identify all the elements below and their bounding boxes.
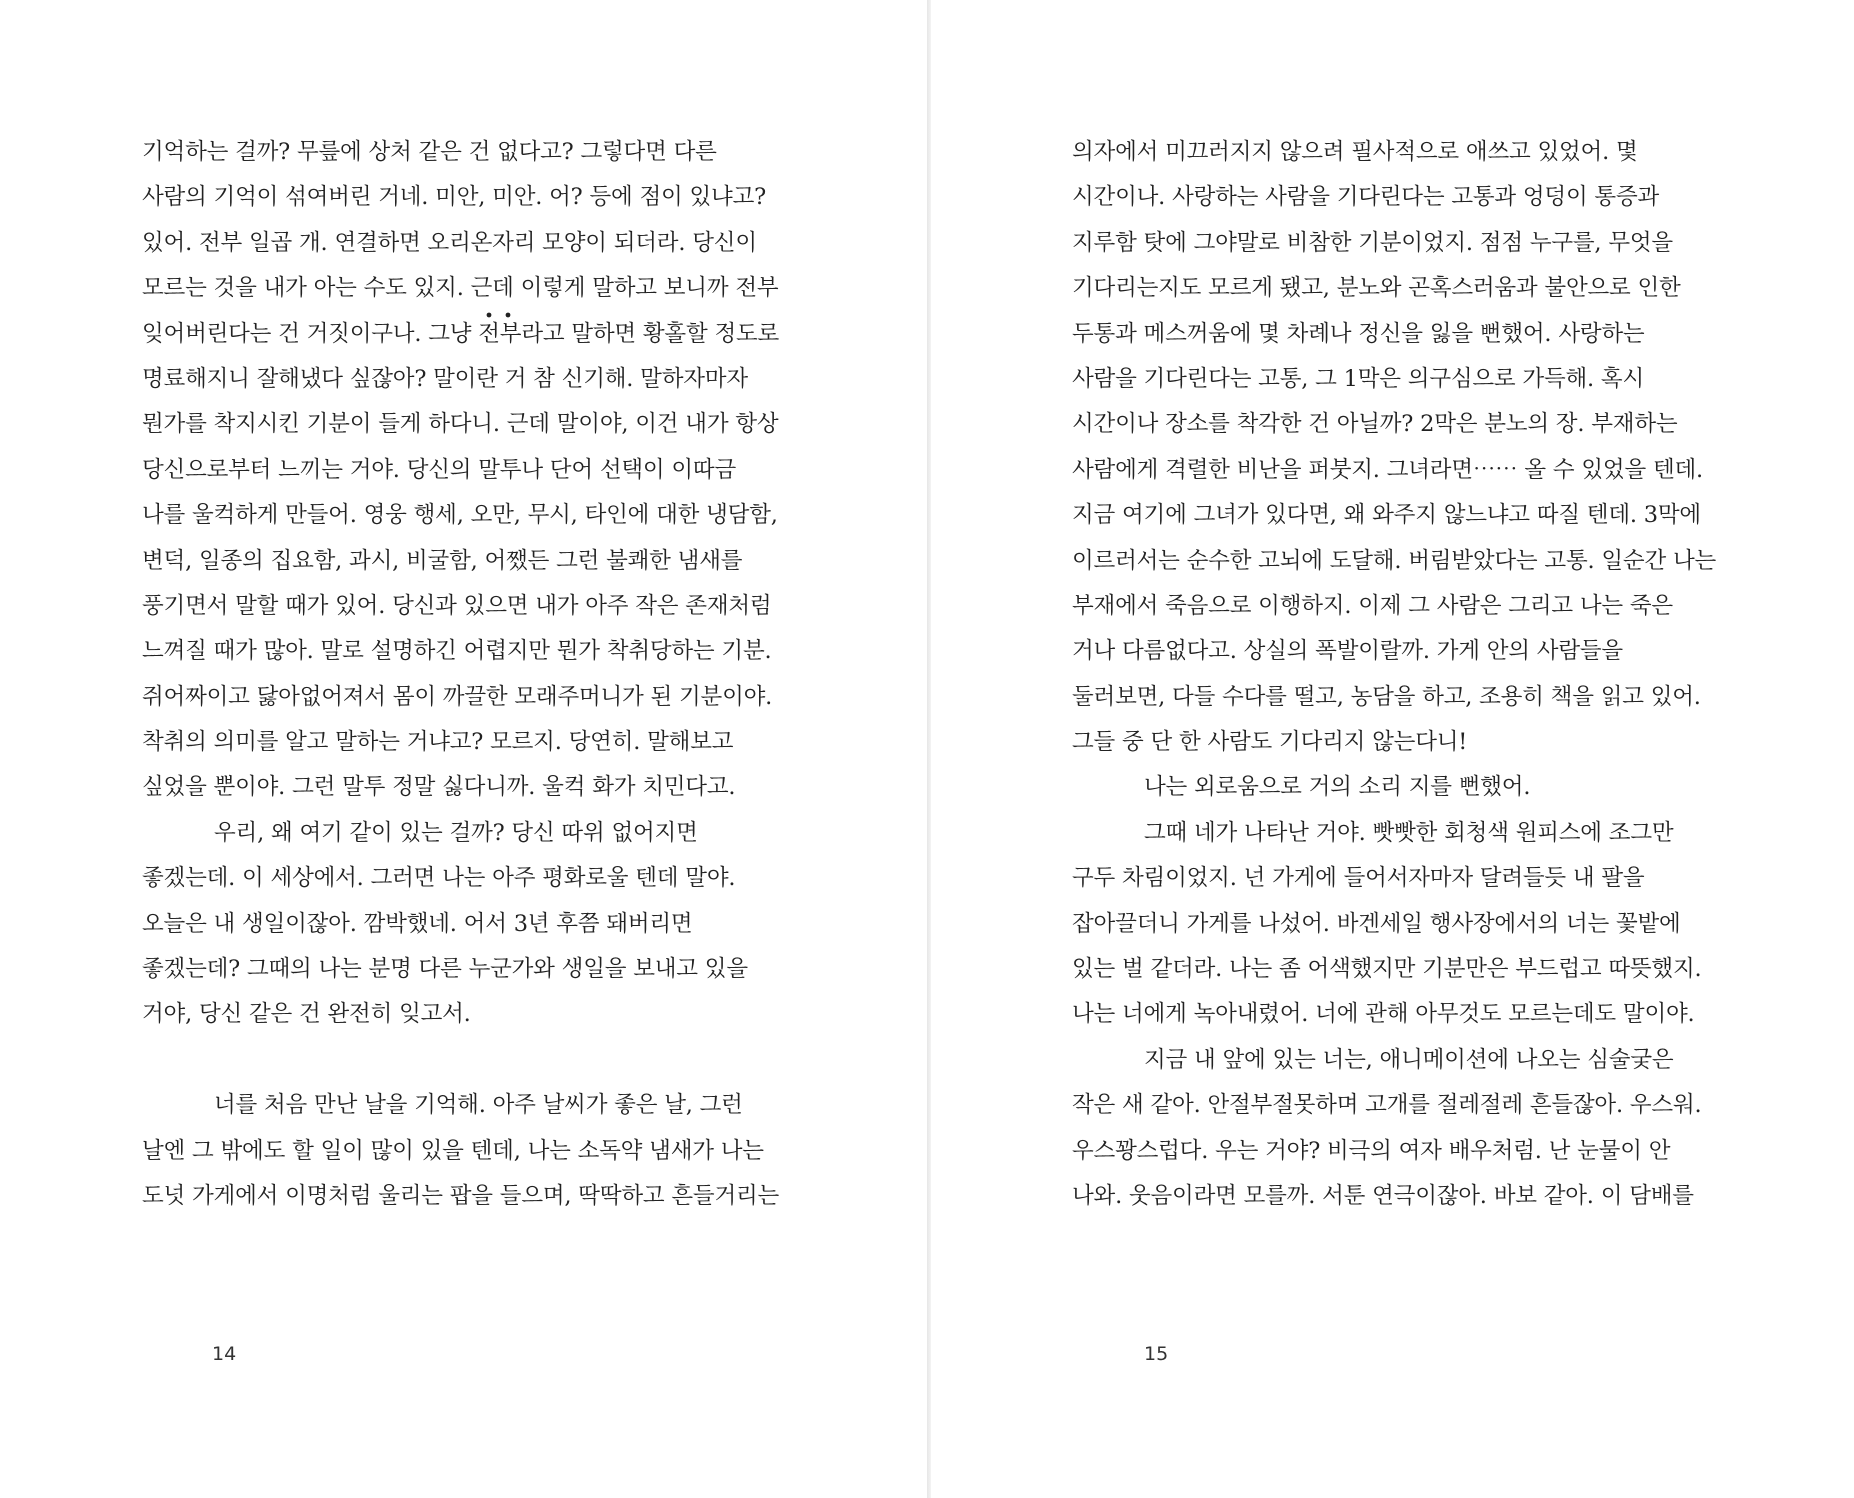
text-line: 작은 새 같아. 안절부절못하며 고개를 절레절레 흔들잖아. 우스워.: [1072, 1092, 1702, 1119]
text-line: 시간이나. 사랑하는 사람을 기다린다는 고통과 엉덩이 통증과: [1072, 184, 1660, 211]
text-line: 도넛 가게에서 이명처럼 울리는 팝을 들으며, 딱딱하고 흔들거리는: [142, 1182, 780, 1209]
text-line: 모르는 것을 내가 아는 수도 있지. 근데 이렇게 말하고 보니까 전부: [142, 275, 779, 302]
text-line: 잊어버린다는 건 거짓이구나. 그냥 전부라고 말하면 황홀할 정도로: [142, 320, 780, 347]
text-line: 변덕, 일종의 집요함, 과시, 비굴함, 어쨌든 그런 불쾌한 냄새를: [142, 547, 743, 574]
text-line: 명료해지니 잘해냈다 싶잖아? 말이란 거 참 신기해. 말하자마자: [142, 365, 748, 392]
right-page: [931, 0, 1854, 1498]
text-line: 잡아끌더니 가게를 나섰어. 바겐세일 행사장에서의 너는 꽃밭에: [1072, 910, 1681, 937]
text-line: 두통과 메스꺼움에 몇 차례나 정신을 잃을 뻔했어. 사랑하는: [1072, 320, 1645, 347]
text-line: 나는 외로움으로 거의 소리 지를 뻔했어.: [1144, 774, 1531, 801]
text-line: 지금 여기에 그녀가 있다면, 왜 와주지 않느냐고 따질 텐데. 3막에: [1072, 502, 1701, 529]
text-line: 우리, 왜 여기 같이 있는 걸까? 당신 따위 없어지면: [214, 819, 698, 846]
text-line: 기억하는 걸까? 무릎에 상처 같은 건 없다고? 그렇다면 다른: [142, 139, 717, 165]
text-line: 너를 처음 만난 날을 기억해. 아주 날씨가 좋은 날, 그런: [214, 1092, 743, 1119]
text-line: 나를 울컥하게 만들어. 영웅 행세, 오만, 무시, 타인에 대한 냉담함,: [142, 502, 778, 529]
emphasis-dots-icon: [479, 310, 519, 320]
text-line: 좋겠는데? 그때의 나는 분명 다른 누군가와 생일을 보내고 있을: [142, 956, 748, 983]
text-line: 지금 내 앞에 있는 너는, 애니메이션에 나오는 심술궂은: [1144, 1046, 1674, 1073]
page-number-left: 14: [212, 1343, 237, 1365]
text-line: 뭔가를 착지시킨 기분이 들게 하다니. 근데 말이야, 이건 내가 항상: [142, 411, 779, 438]
text-line: 그들 중 단 한 사람도 기다리지 않는다니!: [1072, 729, 1468, 756]
page-number-right: 15: [1144, 1343, 1169, 1365]
text-line: 그때 네가 나타난 거야. 빳빳한 회청색 원피스에 조그만: [1144, 819, 1674, 846]
text-line: 둘러보면, 다들 수다를 떨고, 농담을 하고, 조용히 책을 읽고 있어.: [1072, 683, 1701, 710]
text-line: 이르러서는 순수한 고뇌에 도달해. 버림받았다는 고통. 일순간 나는: [1072, 547, 1717, 574]
blank-line: [142, 1038, 802, 1083]
left-page-body-text: [142, 130, 802, 1219]
text-line: 사람의 기억이 섞여버린 거네. 미안, 미안. 어? 등에 점이 있냐고?: [142, 184, 766, 211]
text-line: 부재에서 죽음으로 이행하지. 이제 그 사람은 그리고 나는 죽은: [1072, 592, 1673, 619]
text-line: 좋겠는데. 이 세상에서. 그러면 나는 아주 평화로울 텐데 말야.: [142, 865, 736, 892]
text-line: 거나 다름없다고. 상실의 폭발이랄까. 가게 안의 사람들을: [1072, 638, 1623, 665]
text-line: 풍기면서 말할 때가 있어. 당신과 있으면 내가 아주 작은 존재처럼: [142, 592, 772, 619]
text-line: 오늘은 내 생일이잖아. 깜박했네. 어서 3년 후쯤 돼버리면: [142, 910, 693, 937]
text-line: 사람에게 격렬한 비난을 퍼붓지. 그녀라면⋯⋯ 올 수 있었을 텐데.: [1072, 456, 1703, 483]
text-line: 구두 차림이었지. 넌 가게에 들어서자마자 달려들듯 내 팔을: [1072, 865, 1645, 892]
text-line: 착취의 의미를 알고 말하는 거냐고? 모르지. 당연히. 말해보고: [142, 729, 734, 756]
text-line: 지루함 탓에 그야말로 비참한 기분이었지. 점점 누구를, 무엇을: [1072, 229, 1673, 256]
text-line: 기다리는지도 모르게 됐고, 분노와 곤혹스러움과 불안으로 인한: [1072, 275, 1681, 302]
text-line: 사람을 기다린다는 고통, 그 1막은 의구심으로 가득해. 혹시: [1072, 365, 1644, 392]
right-page-body-text: [1072, 130, 1732, 1219]
text-line: 우스꽝스럽다. 우는 거야? 비극의 여자 배우처럼. 난 눈물이 안: [1072, 1137, 1671, 1164]
text-line: 날엔 그 밖에도 할 일이 많이 있을 텐데, 나는 소독약 냄새가 나는: [142, 1137, 764, 1164]
text-line: 싶었을 뿐이야. 그런 말투 정말 싫다니까. 울컥 화가 치민다고.: [142, 774, 736, 801]
text-line: 시간이나 장소를 착각한 건 아닐까? 2막은 분노의 장. 부재하는: [1072, 411, 1678, 438]
text-line: 거야, 당신 같은 건 완전히 잊고서.: [142, 1001, 471, 1028]
text-line: 쥐어짜이고 닳아없어져서 몸이 까끌한 모래주머니가 된 기분이야.: [142, 683, 773, 710]
text-line: 있어. 전부 일곱 개. 연결하면 오리온자리 모양이 되더라. 당신이: [142, 229, 757, 256]
text-line: 느껴질 때가 많아. 말로 설명하긴 어렵지만 뭔가 착취당하는 기분.: [142, 638, 772, 665]
text-line: 의자에서 미끄러지지 않으려 필사적으로 애쓰고 있었어. 몇: [1072, 139, 1638, 165]
text-line: 나와. 웃음이라면 모를까. 서툰 연극이잖아. 바보 같아. 이 담배를: [1072, 1182, 1694, 1209]
text-line: 당신으로부터 느끼는 거야. 당신의 말투나 단어 선택이 이따금: [142, 456, 736, 483]
text-line: 나는 너에게 녹아내렸어. 너에 관해 아무것도 모르는데도 말이야.: [1072, 1001, 1695, 1028]
text-line: 있는 벌 같더라. 나는 좀 어색했지만 기분만은 부드럽고 따뜻했지.: [1072, 956, 1702, 983]
